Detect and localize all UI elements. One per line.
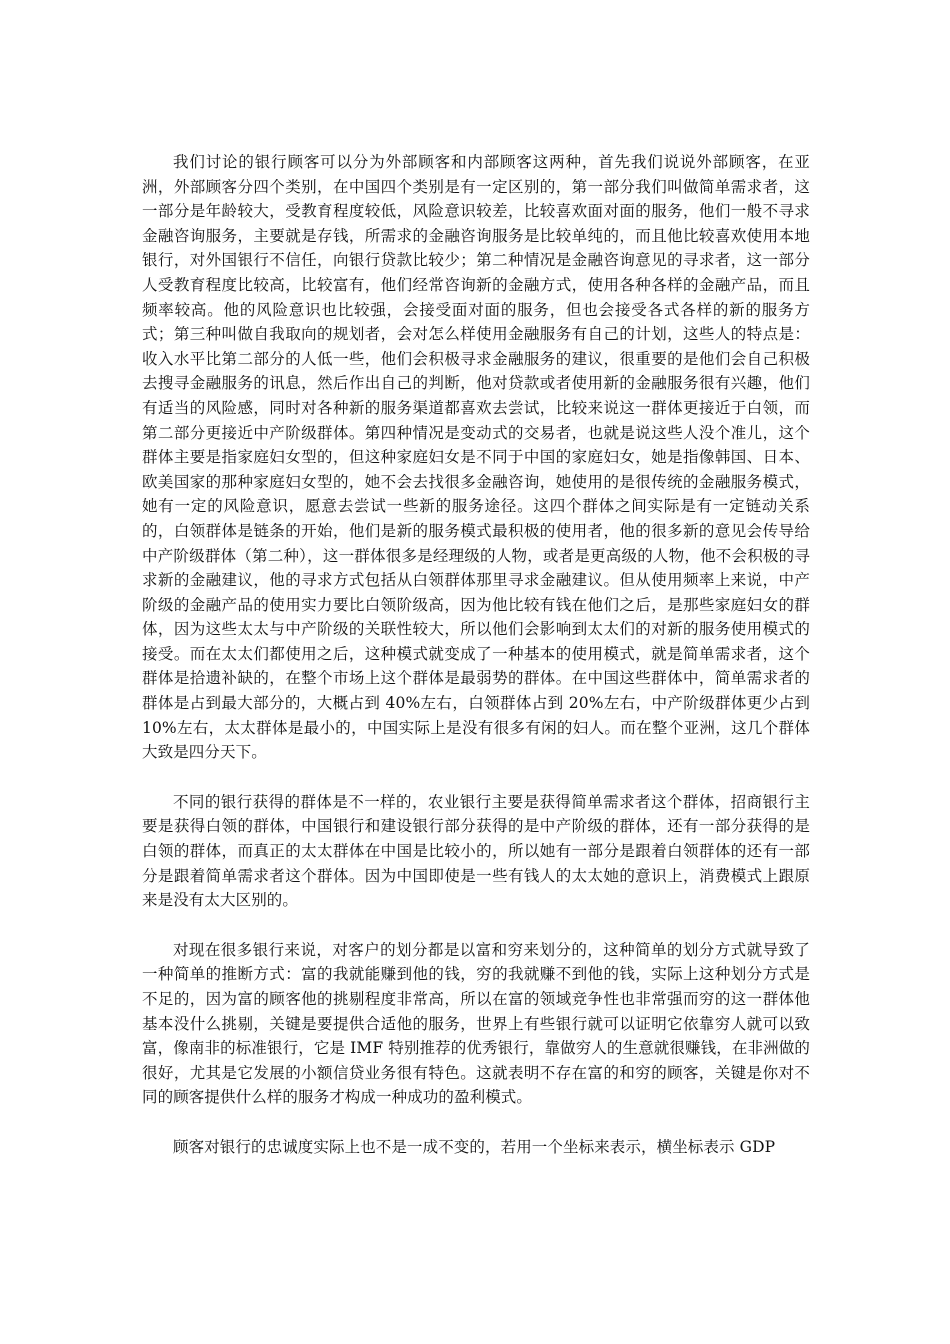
paragraph-rich-poor: 对现在很多银行来说，对客户的划分都是以富和穷来划分的，这种简单的划分方式就导致了一种简单的推断方式：富的我就能赚到他的钱，穷的我就赚不到他的钱，实际上这种划分方式是不足的，因为富的顾客他的挑剔程度非常高，所以在富的领域竞争性也非常强而穷的这一群体他基本没什么挑剔，关键是要提供合适他的服务，世界上有些银行就可以证明它依靠穷人就可以致富，像南非的标准银行，它是 IMF 特别推荐的优秀银行，靠做穷人的生意就很赚钱，在非洲做的很好，尤其是它发展的小额信贷业务很有特色。这就表明不存在富的和穷的顾客，关键是你对不同的顾客提供什么样的服务才构成一种成功的盈利模式。 — [142, 940, 810, 1107]
paragraph-bank-groups: 不同的银行获得的群体是不一样的，农业银行主要是获得简单需求者这个群体，招商银行主要是获得白领的群体，中国银行和建设银行部分获得的是中产阶级的群体，还有一部分获得的是白领的群体，而真正的太太群体在中国是比较小的，所以她有一部分是跟着白领群体的还有一部分是跟着简单需求者这个群体。因为中国即使是一些有钱人的太太她的意识上，消费模式上跟原来是没有太大区别的。 — [142, 792, 810, 910]
paragraph-customer-segments: 我们讨论的银行顾客可以分为外部顾客和内部顾客这两种，首先我们说说外部顾客，在亚洲，外部顾客分四个类别，在中国四个类别是有一定区别的，第一部分我们叫做简单需求者，这一部分是年龄较大，受教育程度较低，风险意识较差，比较喜欢面对面的服务，他们一般不寻求金融咨询服务，主要就是存钱，所需求的金融咨询服务是比较单纯的，而且他比较喜欢使用本地银行，对外国银行不信任，向银行贷款比较少；第二种情况是金融咨询意见的寻求者，这一部分人受教育程度比较高，比较富有，他们经常咨询新的金融方式，使用各种各样的金融产品，而且频率较高。他的风险意识也比较强，会接受面对面的服务，但也会接受各式各样的新的服务方式；第三种叫做自我取向的规划者，会对怎么样使用金融服务有自己的计划，这些人的特点是：收入水平比第二部分的人低一些，他们会积极寻求金融服务的建议，很重要的是他们会自己积极去搜寻金融服务的讯息，然后作出自己的判断，他对贷款或者使用新的金融服务很有兴趣，他们有适当的风险感，同时对各种新的服务渠道都喜欢去尝试，比较来说这一群体更接近于白领，而第二部分更接近中产阶级群体。第四种情况是变动式的交易者，也就是说这些人没个准儿，这个群体主要是指家庭妇女型的，但这种家庭妇女是不同于中国的家庭妇女，她是指像韩国、日本、欧美国家的那种家庭妇女型的，她不会去找很多金融咨询，她使用的是很传统的金融服务模式，她有一定的风险意识，愿意去尝试一些新的服务途径。这四个群体之间实际是有一定链动关系的，白领群体是链条的开始，他们是新的服务模式最积极的使用者，他的很多新的意见会传导给中产阶级群体（第二种），这一群体很多是经理级的人物，或者是更高级的人物，他不会积极的寻求新的金融建议，他的寻求方式包括从白领群体那里寻求金融建议。但从使用频率上来说，中产阶级的金融产品的使用实力要比白领阶级高，因为他比较有钱在他们之后，是那些家庭妇女的群体，因为这些太太与中产阶级的关联性较大，所以他们会影响到太太们的对新的服务使用模式的接受。而在太太们都使用之后，这种模式就变成了一种基本的使用模式，就是简单需求者，这个群体是拾遗补缺的，在整个市场上这个群体是最弱势的群体。在中国这些群体中，简单需求者的群体是占到最大部分的，大概占到 40%左右，白领群体占到 20%左右，中产阶级群体更少占到 10%左右，太太群体是最小的，中国实际上是没有很多有闲的妇人。而在整个亚洲，这几个群体大致是四分天下。 — [142, 153, 810, 762]
paragraph-loyalty: 顾客对银行的忠诚度实际上也不是一成不变的，若用一个坐标来表示，横坐标表示 GDP — [173, 1137, 776, 1156]
document-page — [142, 150, 810, 1160]
